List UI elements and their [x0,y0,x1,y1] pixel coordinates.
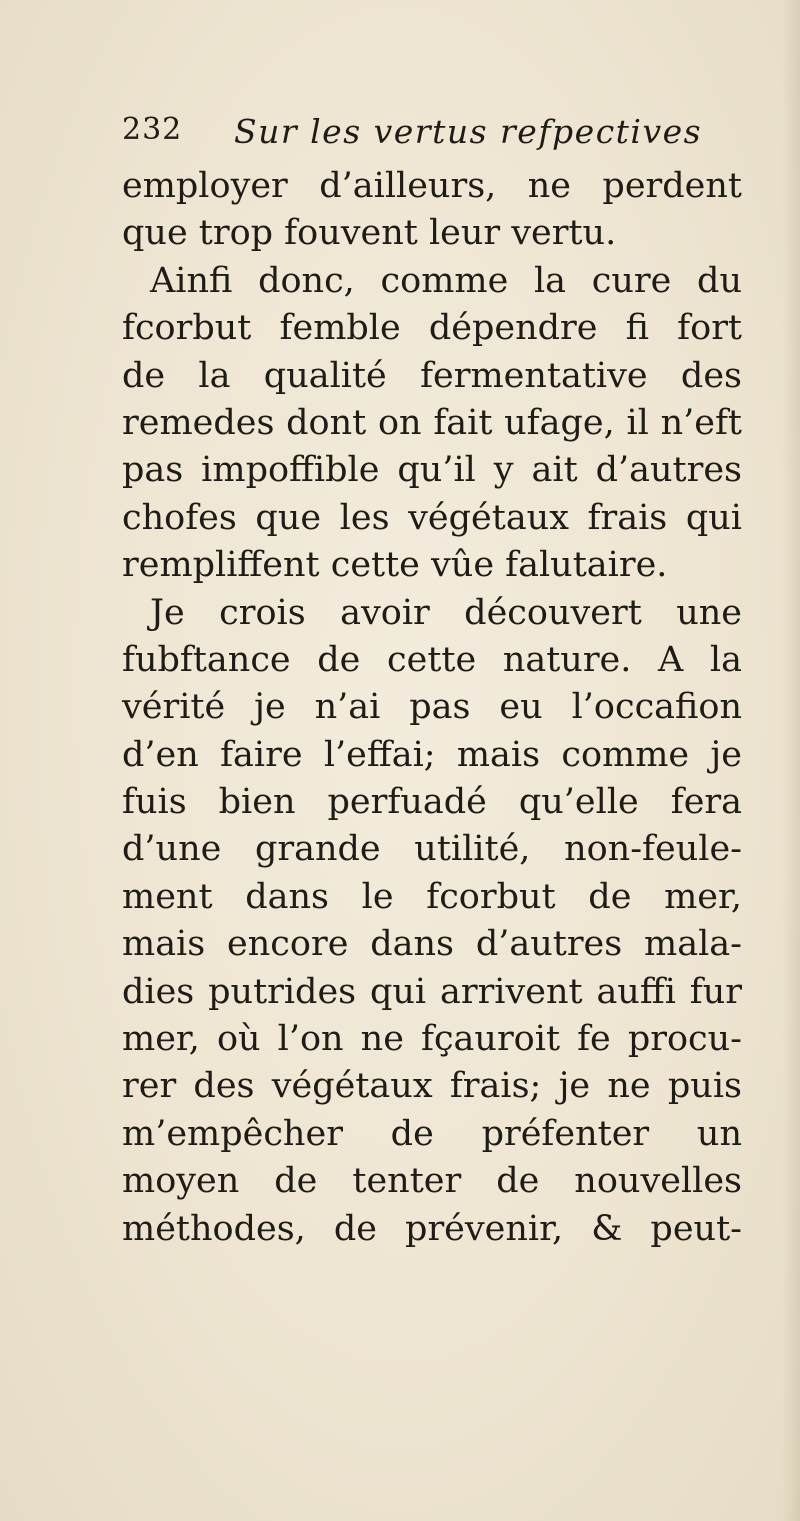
text-line: de la qualité fermentative des [122,355,742,396]
text-line: pas impoffible qu’il y ait d’autres [122,450,742,491]
text-line: rer des végétaux frais; je ne puis [122,1066,742,1107]
text-line: Ainfi donc, comme la cure du [150,260,742,301]
text-line: fubftance de cette nature. A la [122,639,742,680]
text-line: moyen de tenter de nouvelles [122,1161,742,1202]
text-line: chofes que les végétaux frais qui [122,497,742,538]
text-line: Je crois avoir découvert une [150,592,742,633]
text-line: remedes dont on fait ufage, il n’eft [122,402,742,443]
running-title: Sur les vertus refpectives [234,112,703,151]
page-number: 232 [122,112,183,147]
text-line: rempliffent cette vûe falutaire. [122,545,668,586]
text-line: méthodes, de prévenir, & peut- [122,1208,742,1249]
text-line: fcorbut femble dépendre fi fort [122,308,742,349]
text-line: vérité je n’ai pas eu l’occafion [122,687,742,728]
text-line: d’une grande utilité, non-feule- [122,829,742,870]
text-line: mer, où l’on ne fçauroit fe procu- [122,1019,742,1060]
body-text [122,163,742,1253]
text-line: fuis bien perfuadé qu’elle fera [122,782,742,823]
text-line: employer d’ailleurs, ne perdent [122,166,742,206]
text-line: mais encore dans d’autres mala- [122,924,742,965]
text-line: dies putrides qui arrivent auffi fur [122,971,742,1012]
page-header [122,112,742,152]
text-line: m’empêcher de préfenter un [122,1113,742,1154]
text-line: que trop fouvent leur vertu. [122,213,617,254]
text-line: ment dans le fcorbut de mer, [122,876,742,917]
text-line: d’en faire l’effai; mais comme je [122,734,742,775]
